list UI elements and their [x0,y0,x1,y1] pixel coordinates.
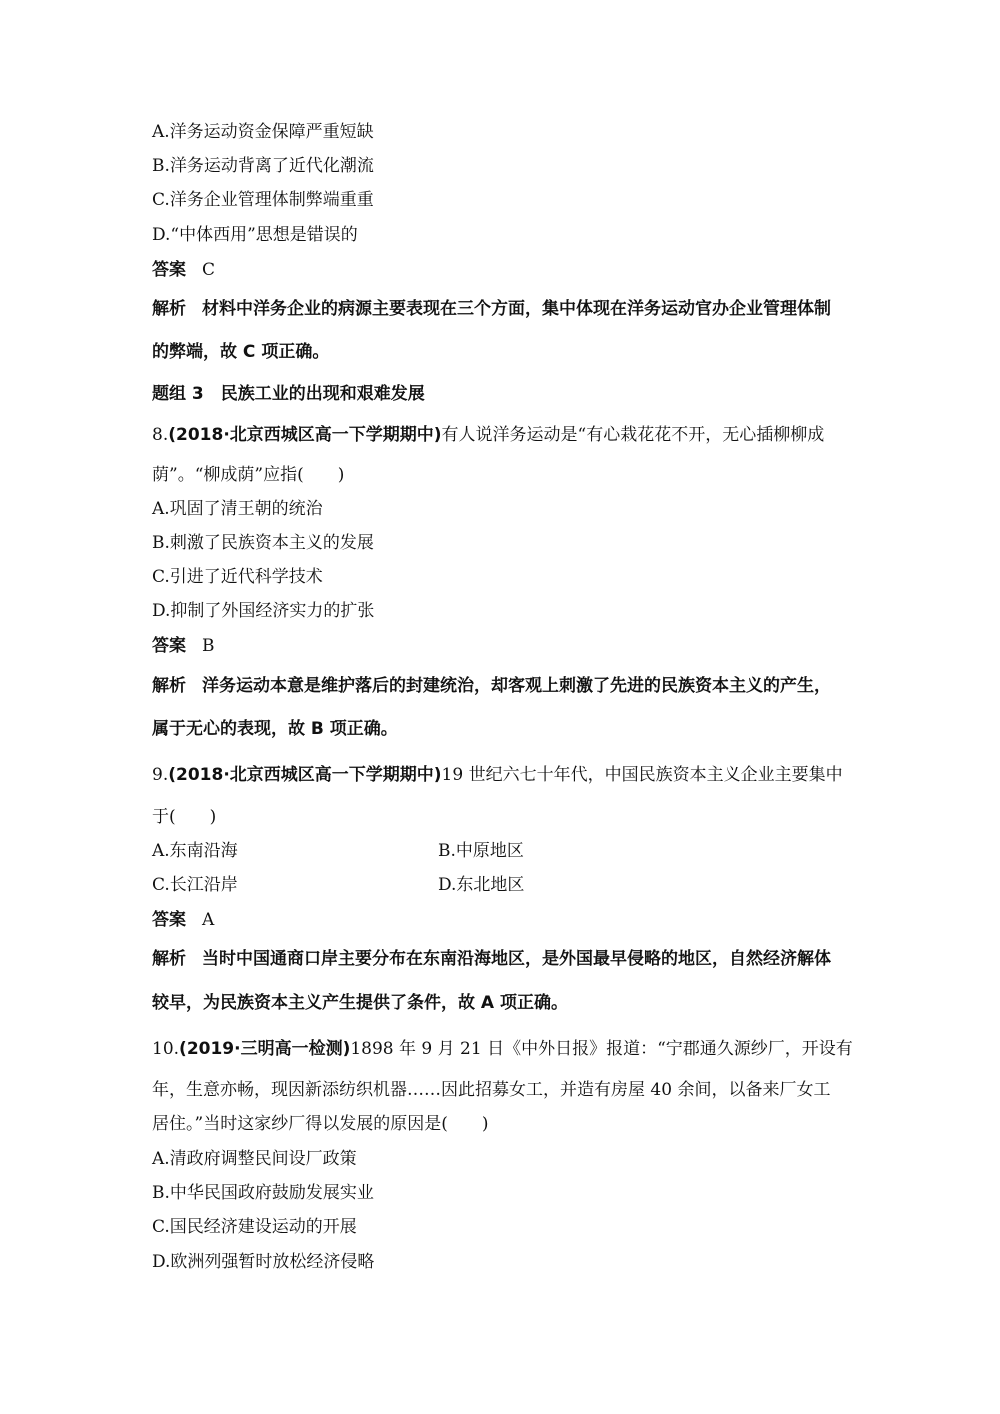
q7-option-d: D.“中体西用”思想是错误的 [152,225,358,245]
q7-analysis [152,298,852,320]
q10-stem [152,1038,852,1060]
q9-option-a: A.东南沿海 [152,841,238,861]
q9-stem-cont: 于( ) [152,807,217,827]
q10-option-d: D.欧洲列强暂时放松经济侵略 [152,1252,375,1272]
q8-analysis-cont: 属于无心的表现，故 B 项正确。 [152,719,398,739]
group-title: 题组 3 民族工业的出现和艰难发展 [152,384,425,404]
q10-option-b: B.中华民国政府鼓励发展实业 [152,1183,374,1203]
q7-option-a: A.洋务运动资金保障严重短缺 [152,122,374,142]
q7-analysis-cont: 的弊端，故 C 项正确。 [152,342,330,362]
question-source: (2019·三明高一检测) [179,1039,351,1059]
question-source: (2018·北京西城区高一下学期期中) [168,765,442,785]
q9-option-b: B.中原地区 [438,841,524,861]
analysis-text: 材料中洋务企业的病源主要表现在三个方面，集中体现在洋务运动官办企业管理体制 [202,299,831,319]
analysis-label: 解析 [152,949,186,969]
question-number: 9. [152,765,169,785]
q9-analysis-cont: 较早，为民族资本主义产生提供了条件，故 A 项正确。 [152,993,568,1013]
q9-options-row-1 [152,840,852,862]
question-text: 有人说洋务运动是“有心栽花花不开，无心插柳柳成 [441,425,825,445]
question-text: 19 世纪六七十年代，中国民族资本主义企业主要集中 [441,765,843,785]
q8-stem-cont: 荫”。“柳成荫”应指( ) [152,465,345,485]
question-number: 8. [152,425,169,445]
q9-option-d: D.东北地区 [438,875,525,895]
analysis-label: 解析 [152,676,186,696]
answer-value: C [202,260,216,280]
q7-option-c: C.洋务企业管理体制弊端重重 [152,190,374,210]
q10-option-c: C.国民经济建设运动的开展 [152,1217,357,1237]
q10-stem-cont-2: 居住。”当时这家纱厂得以发展的原因是( ) [152,1114,489,1134]
question-text: 1898 年 9 月 21 日《中外日报》报道：“宁郡通久源纱厂，开设有 [350,1039,853,1059]
q9-options-row-2 [152,874,852,896]
answer-label: 答案 [152,910,186,930]
q7-option-b: B.洋务运动背离了近代化潮流 [152,156,374,176]
q10-option-a: A.清政府调整民间设厂政策 [152,1149,357,1169]
question-source: (2018·北京西城区高一下学期期中) [168,425,442,445]
q9-answer [152,909,852,931]
q8-option-a: A.巩固了清王朝的统治 [152,499,323,519]
q8-option-c: C.引进了近代科学技术 [152,567,323,587]
analysis-label: 解析 [152,299,186,319]
q10-stem-cont-1: 年，生意亦畅，现因新添纺织机器……因此招募女工，并造有房屋 40 余间，以备来厂女工 [152,1080,831,1100]
analysis-text: 洋务运动本意是维护落后的封建统治，却客观上刺激了先进的民族资本主义的产生， [202,676,831,696]
q9-option-c: C.长江沿岸 [152,875,238,895]
q8-answer [152,635,852,657]
q8-option-d: D.抑制了外国经济实力的扩张 [152,601,375,621]
answer-label: 答案 [152,260,186,280]
question-number: 10. [152,1039,180,1059]
q9-analysis [152,948,852,970]
q8-option-b: B.刺激了民族资本主义的发展 [152,533,374,553]
analysis-text: 当时中国通商口岸主要分布在东南沿海地区，是外国最早侵略的地区，自然经济解体 [202,949,831,969]
answer-value: B [202,636,215,656]
q9-stem [152,764,852,786]
answer-value: A [202,910,215,930]
q8-stem [152,424,852,446]
answer-label: 答案 [152,636,186,656]
q8-analysis [152,675,852,697]
q7-answer [152,259,852,281]
